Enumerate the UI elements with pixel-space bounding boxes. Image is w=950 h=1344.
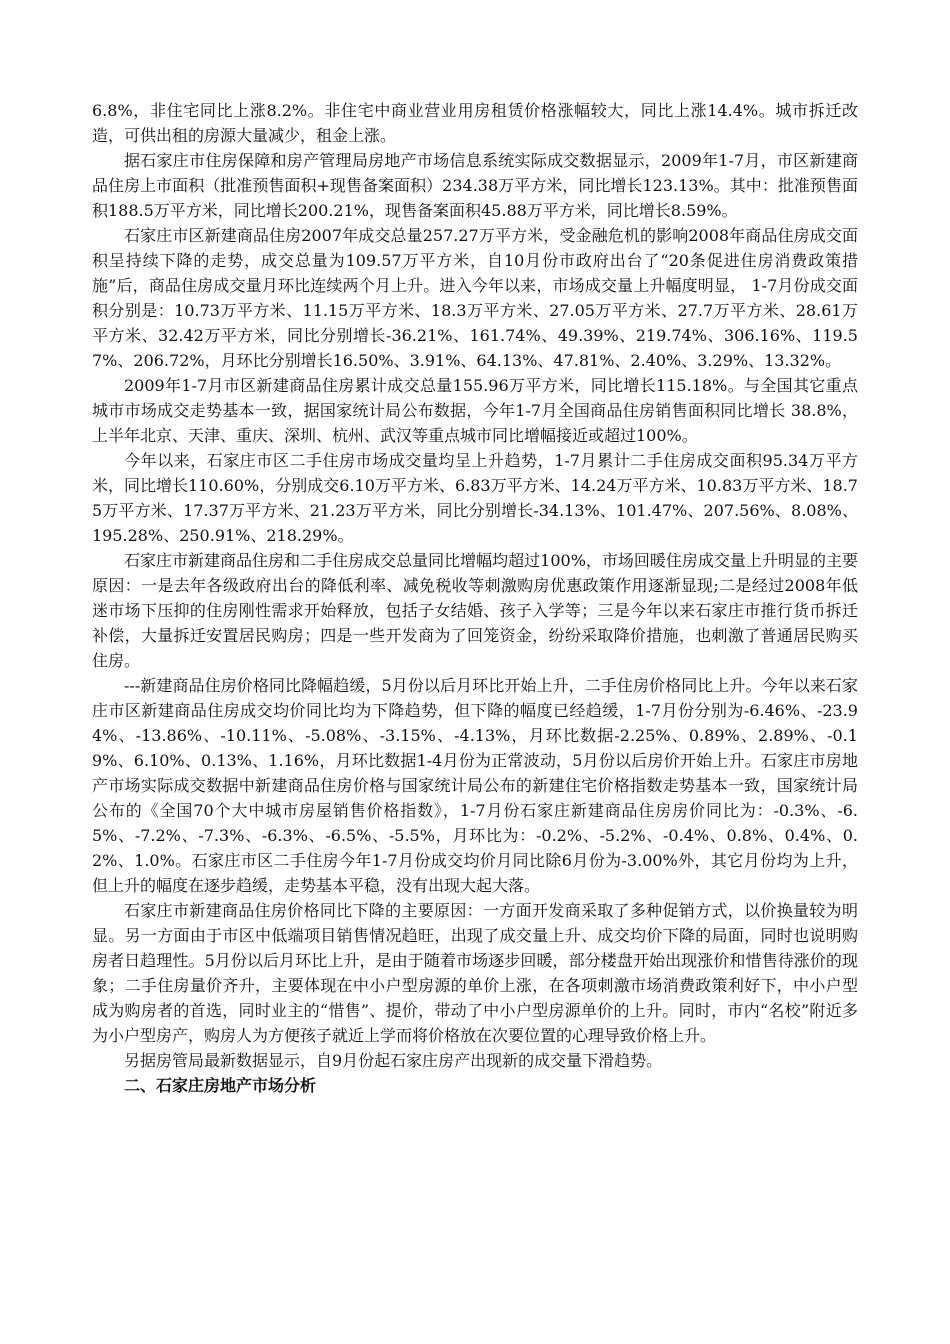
paragraph-second-hand-volume: 今年以来，石家庄市区二手住房市场成交量均呈上升趋势，1-7月累计二手住房成交面积95.34万平方米，同比增长110.60%，分别成交6.10万平方米、6.83万平方米、14.24万平方米、10.83万平方米、18.75万平方米、17.37万平方米、21.23万平方米，同比分别增长-34.13%、101.47%、207.56%、8.08%、195.28%、250.91%、218.29%。	[92, 451, 858, 545]
paragraph-new-housing-volume: 石家庄市区新建商品住房2007年成交总量257.27万平方米，受金融危机的影响2008年商品住房成交面积呈持续下降的走势，成交总量为109.57万平方米，自10月份市政府出台了“20条促进住房消费政策措施”后，商品住房成交量月环比连续两个月上升。进入今年以来，市场成交量上升幅度明显， 1-7月份成交面积分别是：10.73万平方米、11.15万平方米、18.3万平方米、27.05万平方米、27.7万平方米、28.61万平方米、32.42万平方米，同比分别增长-36.21%、161.74%、49.39%、219.74%、306.16%、119.57%、206.72%，月环比分别增长16.50%、3.91%、64.13%、47.81%、2.40%、3.29%、13.32%。	[92, 226, 858, 370]
section-heading: 二、石家庄房地产市场分析	[124, 1076, 317, 1095]
paragraph-price-decline-reasons: 石家庄市新建商品住房价格同比下降的主要原因：一方面开发商采取了多种促销方式，以价换量较为明显。另一方面由于市区中低端项目销售情况趋旺，出现了成交量上升、成交均价下降的局面，同时也说明购房者日趋理性。5月份以后月环比上升，是由于随着市场逐步回暖，部分楼盘开始出现涨价和惜售待涨价的现象；二手住房量价齐升，主要体现在中小户型房源的单价上涨，在各项刺激市场消费政策利好下，中小户型成为购房者的首选，同时业主的“惜售”、提价，带动了中小户型房源单价的上升。同时，市内“名校”附近多为小户型房产，购房人为方便孩子就近上学而将价格放在次要位置的心理导致价格上升。	[92, 901, 858, 1045]
paragraph-rent-prices: 6.8%，非住宅同比上涨8.2%。非住宅中商业营业用房租赁价格涨幅较大，同比上涨14.4%。城市拆迁改造，可供出租的房源大量减少，租金上涨。	[92, 101, 858, 145]
paragraph-latest-data: 另据房管局最新数据显示，自9月份起石家庄房产出现新的成交量下滑趋势。	[124, 1051, 663, 1070]
document-page	[92, 98, 858, 1098]
paragraph-recovery-reasons: 石家庄市新建商品住房和二手住房成交总量同比增幅均超过100%，市场回暖住房成交量上升明显的主要原因：一是去年各级政府出台的降低利率、减免税收等刺激购房优惠政策作用逐渐显现;二是经过2008年低迷市场下压抑的住房刚性需求开始释放，包括子女结婚、孩子入学等；三是今年以来石家庄市推行货币拆迁补偿，大量拆迁安置居民购房；四是一些开发商为了回笼资金，纷纷采取降价措施，也刺激了普通居民购买住房。	[92, 551, 858, 670]
paragraph-cumulative-volume: 2009年1-7月市区新建商品住房累计成交总量155.96万平方米，同比增长115.18%。与全国其它重点城市市场成交走势基本一致，据国家统计局公布数据，今年1-7月全国商品住房销售面积同比增长 38.8%，上半年北京、天津、重庆、深圳、杭州、武汉等重点城市同比增幅接近或超过100%。	[92, 376, 858, 445]
paragraph-listed-area: 据石家庄市住房保障和房产管理局房地产市场信息系统实际成交数据显示，2009年1-7月，市区新建商品住房上市面积（批准预售面积+现售备案面积）234.38万平方米，同比增长123.13%。其中：批准预售面积188.5万平方米，同比增长200.21%，现售备案面积45.88万平方米，同比增长8.59%。	[92, 151, 858, 220]
paragraph-price-trend: ---新建商品住房价格同比降幅趋缓，5月份以后月环比开始上升，二手住房价格同比上升。今年以来石家庄市区新建商品住房成交均价同比均为下降趋势，但下降的幅度已经趋缓，1-7月份分别为-6.46%、-23.94%、-13.86%、-10.11%、-5.08%、-3.15%、-4.13%，月环比数据-2.25%、0.89%、2.89%、-0.19%、6.10%、0.13%、1.16%，月环比数据1-4月份为正常波动，5月份以后房价开始上升。石家庄市房地产市场实际成交数据中新建商品住房价格与国家统计局公布的新建住宅价格指数走势基本一致，国家统计局公布的《全国70个大中城市房屋销售价格指数》，1-7月份石家庄新建商品住房房价同比为：-0.3%、-6.5%、-7.2%、-7.3%、-6.3%、-6.5%、-5.5%，月环比为：-0.2%、-5.2%、-0.4%、0.8%、0.4%、0.2%、1.0%。石家庄市区二手住房今年1-7月份成交均价月同比除6月份为-3.00%外，其它月份均为上升，但上升的幅度在逐步趋缓，走势基本平稳，没有出现大起大落。	[92, 676, 858, 895]
